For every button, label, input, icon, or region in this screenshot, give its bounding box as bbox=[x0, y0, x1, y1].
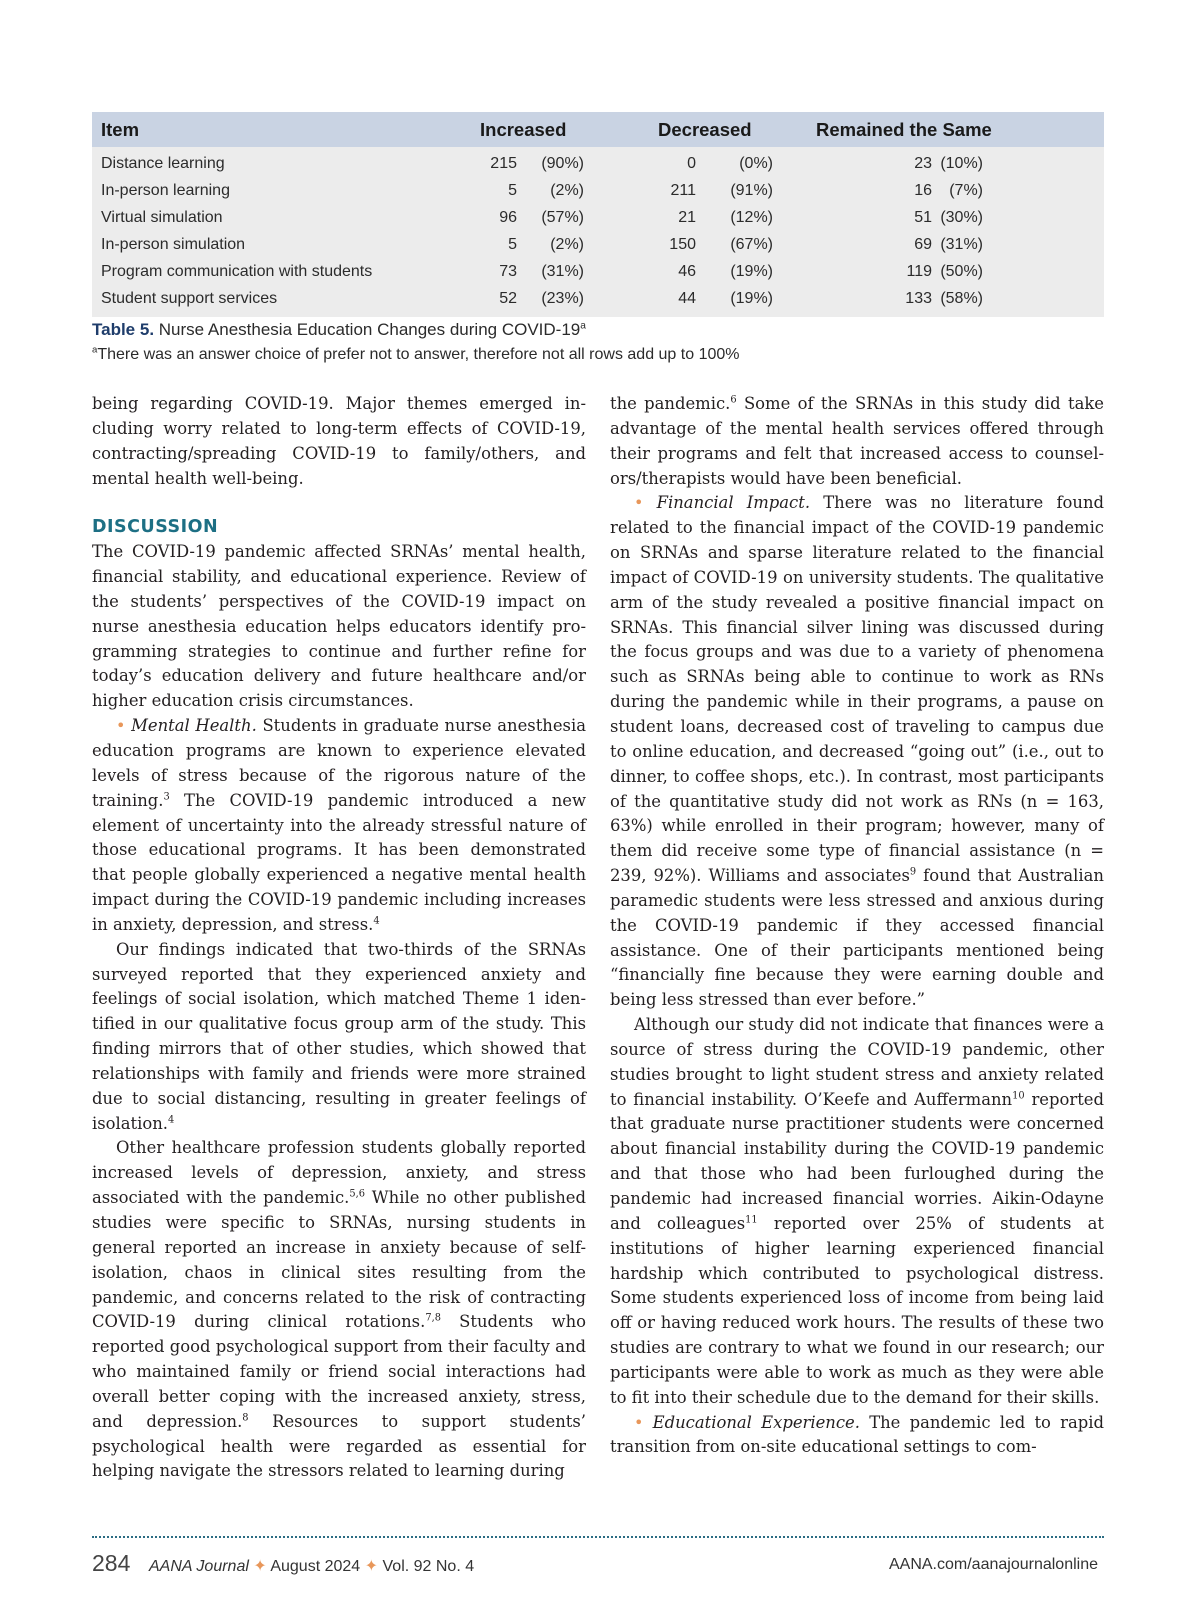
page-footer bbox=[92, 1550, 1104, 1580]
table-cell-inc-n: 5 bbox=[508, 236, 517, 253]
header-remained-same: Remained the Same bbox=[816, 119, 992, 140]
table-cell-dec-p: (0%) bbox=[739, 155, 773, 172]
table-caption bbox=[92, 320, 586, 340]
table-cell-rem-n: 16 bbox=[914, 182, 932, 199]
table-cell-dec-p: (19%) bbox=[730, 263, 773, 280]
citation: 9 bbox=[909, 866, 917, 878]
table-cell-dec-p: (19%) bbox=[730, 290, 773, 307]
citation: 3 bbox=[163, 791, 170, 803]
text-run: Resources to support students’ psychological health were regarded as essential for helping navigate the stressors related to learning during bbox=[92, 1411, 586, 1481]
citation: 4 bbox=[168, 1114, 175, 1126]
table-cell-rem-n: 69 bbox=[914, 236, 932, 253]
table-cell-rem-p: (31%) bbox=[940, 236, 983, 253]
issue-date: August 2024 bbox=[270, 1558, 361, 1575]
text-run: Other healthcare profession students globally reported increased levels of depression, anxiety, and stress associated with the pandemic. bbox=[92, 1138, 586, 1208]
footnote-mark: a bbox=[92, 344, 98, 356]
header-increased: Increased bbox=[480, 119, 567, 140]
table-row bbox=[92, 232, 1104, 259]
section-heading-discussion: DISCUSSION bbox=[92, 517, 219, 538]
table-5 bbox=[92, 112, 1104, 317]
table-cell-dec-n: 150 bbox=[669, 236, 696, 253]
page-number: 284 bbox=[92, 1550, 131, 1576]
footer-divider bbox=[92, 1536, 1104, 1538]
text-run: There was no literature found related to the financial impact of the COVID-19 pandemic on SRNAs and sparse literature related to the financial impact of COVID-19 on university students. The qualitative arm of the study revealed a positive financial impact on SRNAs. This financial silver lining was discussed during the focus groups and was due to a variety of phenomena such as SRNAs being able to continue to work as RNs during the pandemic while in their programs, a pause on student loans, decreased cost of traveling to campus due to online education, and decreased “going out” (i.e., out to dinner, to coffee shops, etc.). In contrast, most participants of the quantitative study did not work as RNs (n = 163, 63%) while enrolled in their program; however, many of them did receive some type of financial assistance (n = 239, 92%). Williams and associates bbox=[610, 493, 1104, 886]
text-run: Our findings indicated that two-thirds of the SRNAs surveyed reported that they experienced anxiety and feelings of social isolation, which matched Theme 1 identified in our qualitative focus group arm of the study. This finding mirrors that of other studies, which showed that relationships with family and friends were more strained due to social distancing, resulting in greater feelings of isolation. bbox=[92, 939, 586, 1133]
table-cell-inc-p: (57%) bbox=[541, 209, 584, 226]
table-cell-inc-n: 73 bbox=[499, 263, 517, 280]
text-run: While no other published studies were specific to SRNAs, nursing students in general reported an increase in anxiety because of self-isolation, chaos in clinical sites resulting from the pandemic, and concerns related to the risk of contracting COVID-19 during clinical rotations. bbox=[92, 1188, 586, 1332]
table-cell-item: Student support services bbox=[101, 290, 278, 307]
citation: 6 bbox=[730, 394, 737, 406]
paragraph bbox=[92, 938, 586, 1137]
table-cell-rem-p: (50%) bbox=[940, 263, 983, 280]
right-column bbox=[610, 392, 1104, 1460]
journal-citation bbox=[149, 1556, 474, 1576]
table-row bbox=[92, 205, 1104, 232]
caption-text: Nurse Anesthesia Education Changes during COVID-19 bbox=[158, 320, 581, 339]
text-run: The COVID-19 pandemic introduced a new element of uncertainty into the already stressful nature of those educational programs. It has been demonstrated that people globally experienced a negative mental health impact during the COVID-19 pandemic including increases in anxiety, depression, and stress. bbox=[92, 790, 586, 934]
table-cell-dec-n: 44 bbox=[678, 290, 696, 307]
table-cell-dec-n: 211 bbox=[670, 182, 696, 199]
table-cell-dec-n: 46 bbox=[678, 263, 696, 280]
table-cell-item: Program communication with students bbox=[101, 263, 373, 280]
citation: 10 bbox=[1012, 1090, 1025, 1102]
table-cell-rem-n: 119 bbox=[906, 263, 932, 280]
table-row bbox=[92, 259, 1104, 286]
text-run: Some of the SRNAs in this study did take advantage of the mental health services offered through their programs and felt that increased access to counselors/therapists would have been beneficial. bbox=[610, 394, 1104, 488]
table-cell-dec-n: 0 bbox=[687, 155, 696, 172]
table-cell-inc-n: 5 bbox=[508, 182, 517, 199]
table-cell-dec-n: 21 bbox=[678, 209, 696, 226]
table-cell-rem-p: (58%) bbox=[940, 290, 983, 307]
citation: 11 bbox=[745, 1214, 758, 1226]
table-cell-rem-p: (30%) bbox=[940, 209, 983, 226]
text-run: the pandemic. bbox=[610, 394, 731, 413]
text-run: reported over 25% of students at institutions of higher learning experienced financial hardship which contributed to psychological distress. Some students experienced loss of income from being laid off or having reduced work hours. The results of these two studies are contrary to what we found in our research; our participants were able to work as much as they were able to fit into their schedule due to the demand for their skills. bbox=[610, 1213, 1104, 1407]
table-cell-rem-n: 133 bbox=[905, 290, 932, 307]
caption-label: Table 5. bbox=[92, 320, 155, 339]
paragraph bbox=[92, 1136, 586, 1484]
citation: 7,8 bbox=[425, 1312, 441, 1324]
text-run: Students who reported good psychological support from their faculty and who maintained family or friend social interactions had overall better coping with the increased anxiety, stress, and depression. bbox=[92, 1312, 586, 1431]
table-header-row bbox=[92, 112, 1104, 147]
table-cell-inc-p: (23%) bbox=[541, 290, 584, 307]
citation: 4 bbox=[373, 915, 380, 927]
bullet-icon: • bbox=[634, 493, 644, 513]
table-cell-dec-p: (67%) bbox=[730, 236, 773, 253]
text-run: found that Australian paramedic students were less stressed and anxious during the COVID-19 pandemic if they accessed financial assistance. One of their participants mentioned being “financially fine because they were earning double and being less stressed than ever before.” bbox=[610, 866, 1104, 1010]
text-run: The pandemic led to rapid transition from on-site educational settings to com- bbox=[610, 1412, 1104, 1457]
header-decreased: Decreased bbox=[658, 119, 752, 140]
table-cell-inc-n: 215 bbox=[490, 155, 517, 172]
table-row bbox=[92, 178, 1104, 205]
table-cell-item: In-person learning bbox=[101, 182, 230, 199]
table-row bbox=[92, 151, 1104, 178]
bullet-icon: • bbox=[634, 1412, 644, 1432]
separator-icon: ✦ bbox=[253, 1558, 267, 1575]
text-run: Students in graduate nurse anesthesia education programs are known to experience elevated levels of stress because of the rigorous nature of the training. bbox=[92, 716, 586, 810]
table-cell-item: Distance learning bbox=[101, 155, 225, 172]
paragraph bbox=[610, 1013, 1104, 1411]
table-cell-rem-p: (10%) bbox=[940, 155, 983, 172]
citation: 5,6 bbox=[349, 1188, 365, 1200]
table-cell-dec-p: (12%) bbox=[730, 209, 773, 226]
table-cell-dec-p: (91%) bbox=[730, 182, 773, 199]
text-run: reported that graduate nurse practitioner students were concerned about financial instability during the COVID-19 pandemic and that those who had been furloughed during the pandemic had increased financial worries. Aikin-Odayne and colleagues bbox=[610, 1089, 1104, 1233]
text-run: Although our study did not indicate that finances were a source of stress during the COVID-19 pandemic, other studies brought to light student stress and anxiety related to financial instability. O’Keefe and Auffermann bbox=[610, 1015, 1104, 1109]
table-body bbox=[92, 147, 1104, 317]
table-cell-inc-p: (2%) bbox=[550, 236, 584, 253]
header-item: Item bbox=[101, 119, 140, 140]
table-cell-inc-p: (90%) bbox=[541, 155, 584, 172]
paragraph: The COVID-19 pandemic affected SRNAs’ mental health, financial stability, and educational experience. Review of the students’ perspectives of the COVID-19 impact on nurse anesthesia education helps educators identify programming strategies to continue and further refine for today’s education delivery and future healthcare and/or higher education crisis circumstances. bbox=[92, 542, 586, 711]
table-cell-inc-n: 52 bbox=[499, 290, 517, 307]
caption-footnote-mark: a bbox=[580, 320, 586, 332]
table-cell-inc-p: (2%) bbox=[550, 182, 584, 199]
runin-heading-educational-experience: Educational Experience. bbox=[652, 1412, 860, 1432]
journal-name: AANA Journal bbox=[149, 1558, 249, 1575]
left-column bbox=[92, 392, 586, 1484]
citation: 8 bbox=[242, 1412, 249, 1424]
table-cell-inc-p: (31%) bbox=[541, 263, 584, 280]
runin-heading-mental-health: Mental Health. bbox=[131, 716, 257, 736]
bullet-icon: • bbox=[116, 716, 126, 736]
footnote-text: There was an answer choice of prefer not to answer, therefore not all rows add up to 100% bbox=[97, 346, 740, 363]
table-footnote bbox=[92, 346, 739, 364]
volume-issue: Vol. 92 No. 4 bbox=[382, 1558, 475, 1575]
table-cell-rem-p: (7%) bbox=[949, 182, 983, 199]
runin-heading-financial-impact: Financial Impact. bbox=[656, 493, 811, 513]
table-cell-rem-n: 23 bbox=[914, 155, 932, 172]
table-cell-item: In-person simulation bbox=[101, 236, 246, 253]
paragraph: being regarding COVID-19. Major themes emerged including worry related to long-term effects of COVID-19, contracting/spreading COVID-19 to family/others, and mental health well-being. bbox=[92, 394, 586, 488]
table-row bbox=[92, 286, 1104, 313]
paragraph bbox=[610, 392, 1104, 491]
separator-icon: ✦ bbox=[364, 1558, 379, 1575]
paragraph-financial-impact bbox=[610, 491, 1104, 1013]
table-cell-item: Virtual simulation bbox=[101, 209, 223, 226]
table-cell-rem-n: 51 bbox=[914, 209, 932, 226]
paragraph-educational-experience bbox=[610, 1411, 1104, 1461]
journal-url[interactable]: AANA.com/aanajournalonline bbox=[888, 1556, 1098, 1573]
paragraph-mental-health bbox=[92, 714, 586, 938]
table-cell-inc-n: 96 bbox=[499, 209, 517, 226]
